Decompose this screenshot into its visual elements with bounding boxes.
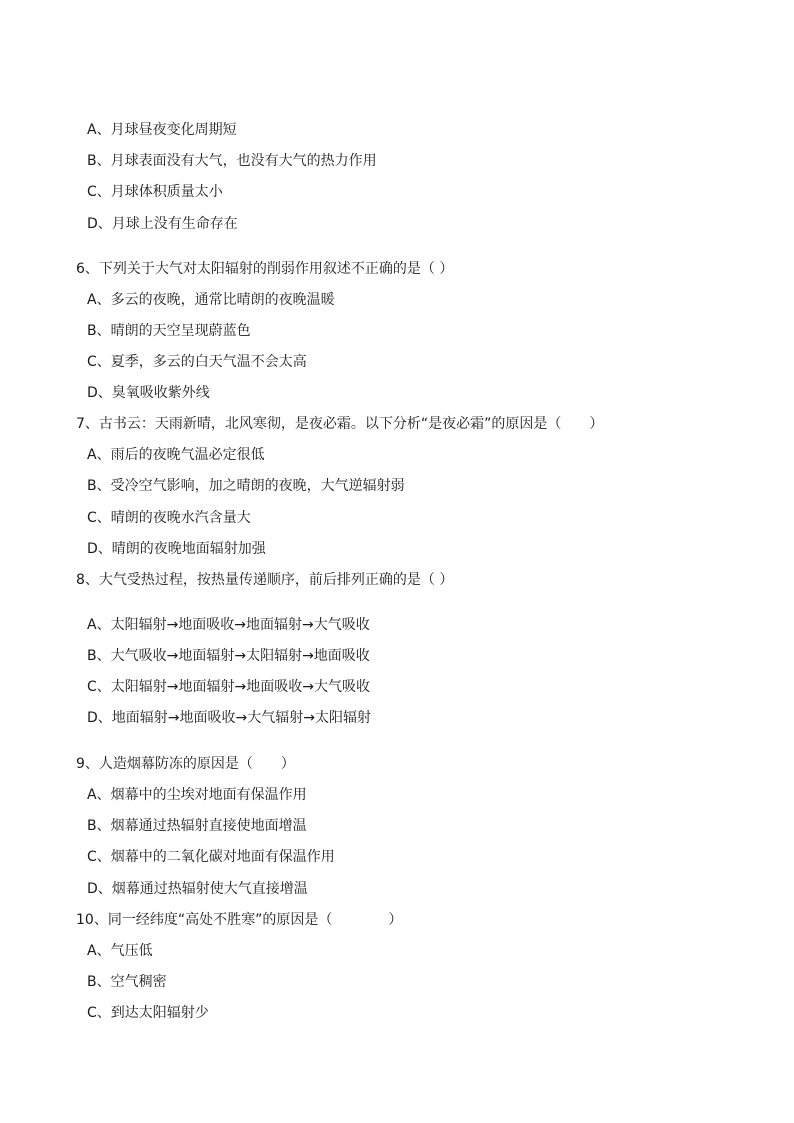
q5-option-c: C、月球体积质量太小 [87, 184, 223, 200]
q8-option-c: C、太阳辐射→地面辐射→地面吸收→大气吸收 [87, 679, 370, 695]
q7-stem: 7、古书云：天雨新晴，北风寒彻，是夜必霜。以下分析“是夜必霜”的原因是（ ） [76, 416, 604, 432]
q7-option-b: B、受冷空气影响，加之晴朗的夜晚，大气逆辐射弱 [87, 478, 405, 494]
q7-option-d: D、晴朗的夜晚地面辐射加强 [87, 541, 266, 557]
q9-stem: 9、人造烟幕防冻的原因是（ ） [76, 756, 295, 772]
q5-option-d: D、月球上没有生命存在 [87, 216, 238, 232]
q6-stem: 6、下列关于大气对太阳辐射的削弱作用叙述不正确的是（ ） [76, 261, 454, 277]
q9-option-c: C、烟幕中的二氧化碳对地面有保温作用 [87, 849, 335, 865]
q8-option-a: A、太阳辐射→地面吸收→地面辐射→大气吸收 [87, 617, 370, 633]
q6-option-d: D、臭氧吸收紫外线 [87, 385, 210, 401]
q5-option-b: B、月球表面没有大气，也没有大气的热力作用 [87, 153, 377, 169]
q6-option-a: A、多云的夜晚，通常比晴朗的夜晚温暖 [87, 292, 335, 308]
q6-option-b: B、晴朗的天空呈现蔚蓝色 [87, 323, 251, 339]
q9-option-b: B、烟幕通过热辐射直接使地面增温 [87, 818, 307, 834]
q9-option-a: A、烟幕中的尘埃对地面有保温作用 [87, 787, 307, 803]
q7-option-c: C、晴朗的夜晚水汽含量大 [87, 510, 251, 526]
q10-option-a: A、气压低 [87, 943, 153, 959]
q8-stem: 8、大气受热过程，按热量传递顺序，前后排列正确的是（ ） [76, 572, 454, 588]
q8-option-d: D、地面辐射→地面吸收→大气辐射→太阳辐射 [87, 710, 371, 726]
q9-option-d: D、烟幕通过热辐射使大气直接增温 [87, 881, 308, 897]
q5-option-a: A、月球昼夜变化周期短 [87, 122, 237, 138]
q10-option-c: C、到达太阳辐射少 [87, 1005, 209, 1021]
q10-stem: 10、同一经纬度“高处不胜寒”的原因是（ ） [76, 912, 403, 928]
q7-option-a: A、雨后的夜晚气温必定很低 [87, 447, 265, 463]
q10-option-b: B、空气稠密 [87, 974, 167, 990]
q6-option-c: C、夏季，多云的白天气温不会太高 [87, 354, 307, 370]
q8-option-b: B、大气吸收→地面辐射→太阳辐射→地面吸收 [87, 648, 370, 664]
